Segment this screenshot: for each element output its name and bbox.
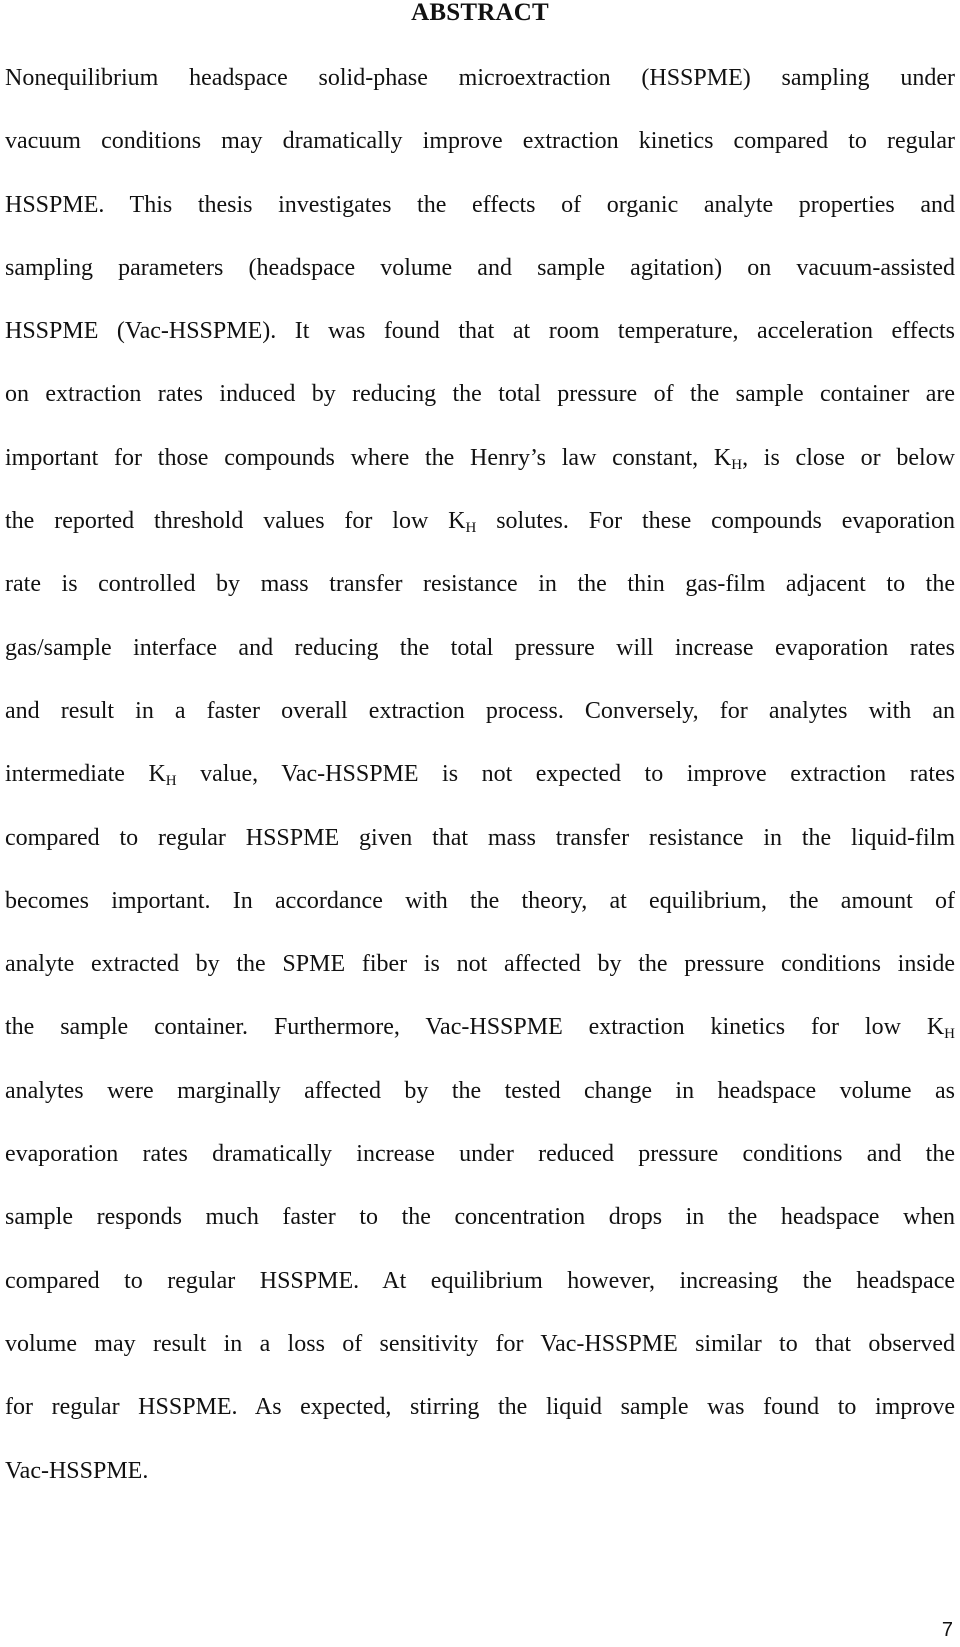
abstract-line-20: compared to regular HSSPME. At equilibrium however, increasing the headspace	[5, 1267, 955, 1294]
abstract-line-09: rate is controlled by mass transfer resistance in the thin gas-film adjacent to the	[5, 571, 955, 598]
abstract-line-16-part-a: the sample container. Furthermore, Vac-HSSPME extraction kinetics for low K	[5, 1014, 945, 1041]
abstract-line-01: Nonequilibrium headspace solid-phase microextraction (HSSPME) sampling under	[5, 65, 955, 91]
abstract-heading: ABSTRACT	[411, 0, 549, 26]
abstract-line-07	[5, 432, 955, 495]
kh-subscript: H	[465, 520, 477, 537]
abstract-line-05: HSSPME (Vac-HSSPME). It was found that at room temperature, acceleration effects	[5, 318, 955, 345]
page-number: 7	[941, 1619, 953, 1641]
abstract-line-14: becomes important. In accordance with the theory, at equilibrium, the amount of	[5, 887, 955, 914]
abstract-line-08	[5, 495, 955, 558]
abstract-line-08-part-a: the reported threshold values for low K	[5, 508, 466, 535]
abstract-line-15: analyte extracted by the SPME fiber is not affected by the pressure conditions inside	[5, 951, 955, 978]
abstract-line-12	[5, 748, 955, 811]
abstract-line-13: compared to regular HSSPME given that mass transfer resistance in the liquid-film	[5, 824, 955, 851]
abstract-line-12-part-a: intermediate K	[5, 761, 166, 788]
abstract-line-19: sample responds much faster to the concentration drops in the headspace when	[5, 1204, 955, 1231]
kh-subscript: H	[731, 456, 743, 473]
abstract-line-08-part-b: solutes. For these compounds evaporation	[476, 508, 955, 535]
abstract-line-16	[5, 1001, 955, 1064]
abstract-line-21: volume may result in a loss of sensitivity for Vac-HSSPME similar to that observed	[5, 1330, 955, 1357]
kh-subscript: H	[165, 773, 177, 790]
abstract-line-11: and result in a faster overall extraction process. Conversely, for analytes with an	[5, 697, 955, 724]
kh-subscript: H	[944, 1026, 955, 1043]
abstract-line-23: Vac-HSSPME.	[5, 1457, 149, 1484]
abstract-line-04: sampling parameters (headspace volume and sample agitation) on vacuum-assisted	[5, 254, 955, 281]
abstract-line-12-part-b: value, Vac-HSSPME is not expected to improve extraction rates	[176, 761, 955, 788]
abstract-line-06: on extraction rates induced by reducing the total pressure of the sample container are	[5, 381, 955, 408]
abstract-line-18: evaporation rates dramatically increase under reduced pressure conditions and the	[5, 1141, 955, 1168]
abstract-body	[5, 52, 955, 1508]
abstract-line-03: HSSPME. This thesis investigates the effects of organic analyte properties and	[5, 191, 955, 218]
abstract-line-02: vacuum conditions may dramatically improve extraction kinetics compared to regular	[5, 128, 955, 155]
abstract-line-22: for regular HSSPME. As expected, stirring the liquid sample was found to improve	[5, 1394, 955, 1421]
abstract-line-07-part-b: , is close or below	[742, 444, 955, 471]
abstract-line-07-part-a: important for those compounds where the Henry’s law constant, K	[5, 444, 732, 471]
abstract-line-17: analytes were marginally affected by the tested change in headspace volume as	[5, 1077, 955, 1104]
abstract-line-10: gas/sample interface and reducing the total pressure will increase evaporation rates	[5, 634, 955, 661]
